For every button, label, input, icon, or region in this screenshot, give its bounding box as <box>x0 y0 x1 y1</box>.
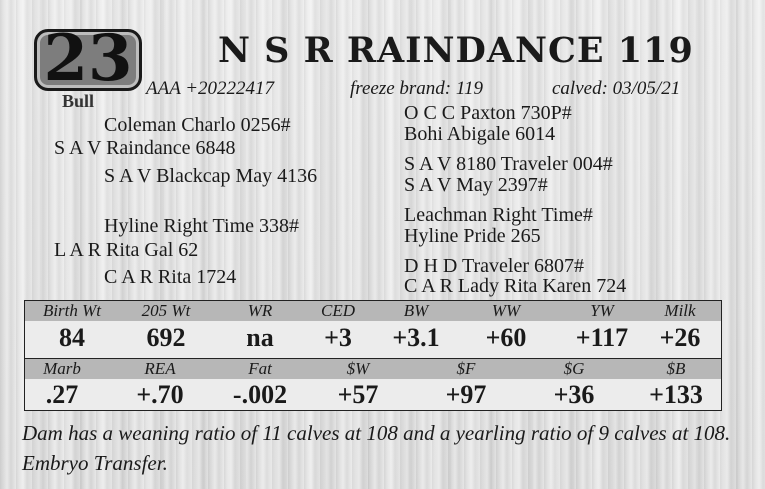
pedigree-right-2: Bohi Abigale 6014 <box>404 123 556 145</box>
epd-value-dollar-f: +97 <box>445 380 487 409</box>
epd-label-205-wt: 205 Wt <box>141 301 191 320</box>
epd-label-dollar-b: $B <box>666 359 686 378</box>
epd-label-birth-wt: Birth Wt <box>42 301 102 320</box>
epd-value-row-2 <box>25 380 721 413</box>
registration-number: AAA +20222417 <box>146 78 275 99</box>
epd-label-marb: Marb <box>43 359 81 378</box>
pedigree-right-3: S A V 8180 Traveler 004# <box>404 153 613 175</box>
pedigree-dam: L A R Rita Gal 62 <box>54 239 199 261</box>
lot-number: 23 <box>43 21 133 96</box>
epd-label-wr: WR <box>247 301 273 320</box>
epd-label-fat: Fat <box>248 359 272 378</box>
pedigree-sire: S A V Raindance 6848 <box>54 137 236 159</box>
epd-value-yw: +117 <box>575 323 629 352</box>
pedigree-right-1: O C C Paxton 730P# <box>404 102 572 124</box>
freeze-brand: freeze brand: 119 <box>350 78 483 99</box>
pedigree-dam-dam: C A R Rita 1724 <box>104 266 237 288</box>
epd-label-ced: CED <box>321 301 355 320</box>
epd-label-bw: BW <box>403 301 429 320</box>
pedigree-right-6: Hyline Pride 265 <box>404 225 541 247</box>
epd-value-dollar-w: +57 <box>337 380 379 409</box>
epd-value-fat: -.002 <box>232 380 288 409</box>
pedigree-dam-sire: Hyline Right Time 338# <box>104 215 300 237</box>
calved-date: calved: 03/05/21 <box>552 78 681 99</box>
pedigree-sire-sire: Coleman Charlo 0256# <box>104 114 291 136</box>
epd-table <box>24 300 722 411</box>
epd-label-rea: REA <box>144 359 176 378</box>
epd-value-row-1 <box>25 323 721 356</box>
epd-value-205-wt: 692 <box>146 323 186 352</box>
epd-label-row-1 <box>25 301 721 321</box>
pedigree-right-4: S A V May 2397# <box>404 174 548 196</box>
epd-value-birth-wt: 84 <box>59 323 85 352</box>
epd-value-milk: +26 <box>659 323 701 352</box>
epd-value-dollar-g: +36 <box>553 380 595 409</box>
animal-name: N S R RAINDANCE 119 <box>218 30 694 71</box>
epd-label-milk: Milk <box>664 301 696 320</box>
epd-value-dollar-b: +133 <box>649 380 703 409</box>
pedigree-right-7: D H D Traveler 6807# <box>404 255 584 277</box>
epd-value-ww: +60 <box>485 323 527 352</box>
epd-label-dollar-g: $G <box>563 359 585 378</box>
epd-label-row-2 <box>25 359 721 379</box>
pedigree-sire-dam: S A V Blackcap May 4136 <box>104 165 318 187</box>
epd-value-bw: +3.1 <box>392 323 440 352</box>
epd-label-dollar-f: $F <box>456 359 476 378</box>
epd-value-ced: +3 <box>324 323 352 352</box>
epd-value-wr: na <box>246 323 274 352</box>
epd-label-ww: WW <box>491 301 521 320</box>
lot-badge <box>34 21 142 96</box>
pedigree-right-8: C A R Lady Rita Karen 724 <box>404 275 627 297</box>
pedigree-right-5: Leachman Right Time# <box>404 204 593 226</box>
epd-label-yw: YW <box>590 301 614 320</box>
footnote: Dam has a weaning ratio of 11 calves at 108 and a yearling ratio of 9 calves at 108. Embryo Transfer. <box>22 421 731 475</box>
epd-label-dollar-w: $W <box>346 359 370 378</box>
lot-type: Bull <box>62 91 95 111</box>
epd-value-marb: .27 <box>45 380 79 409</box>
epd-value-rea: +.70 <box>136 380 184 409</box>
